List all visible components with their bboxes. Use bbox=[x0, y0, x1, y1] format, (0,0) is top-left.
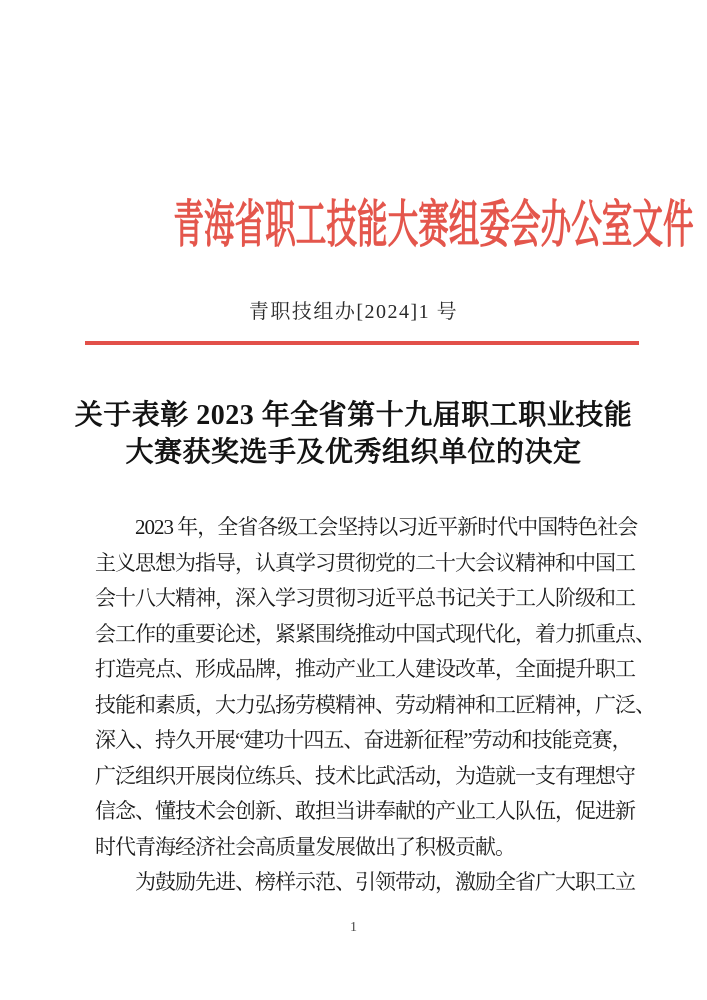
body-line: 时代青海经济社会高质量发展做出了积极贡献。 bbox=[95, 834, 515, 859]
letterhead-org-title: 青海省职工技能大赛组委会办公室文件 bbox=[173, 198, 694, 254]
body-line: 主义思想为指导，认真学习贯彻党的二十大会议精神和中国工 bbox=[95, 550, 635, 575]
body-line: 广泛组织开展岗位练兵、技术比武活动，为造就一支有理想守 bbox=[95, 763, 635, 788]
body-line: 深入、持久开展“建功十四五、奋进新征程”劳动和技能竞赛， bbox=[95, 728, 632, 752]
body-line: 2023 年，全省各级工会坚持以习近平新时代中国特色社会 bbox=[135, 515, 638, 539]
letterhead-divider-line bbox=[85, 341, 639, 345]
body-line: 信念、懂技术会创新、敢担当讲奉献的产业工人队伍，促进新 bbox=[95, 799, 635, 823]
body-line: 会工作的重要论述，紧紧围绕推动中国式现代化，着力抓重点、 bbox=[95, 621, 655, 646]
body-line: 技能和素质，大力弘扬劳模精神、劳动精神和工匠精神，广泛、 bbox=[95, 692, 655, 717]
document-title bbox=[0, 397, 707, 471]
document-body bbox=[95, 510, 655, 901]
page-number: 1 bbox=[350, 920, 357, 935]
body-line: 会十八大精神，深入学习贯彻习近平总书记关于工人阶级和工 bbox=[95, 586, 635, 610]
body-line: 为鼓励先进、榜样示范、引领带动，激励全省广大职工立 bbox=[135, 870, 635, 894]
document-title-line-1: 关于表彰 2023 年全省第十九届职工职业技能 bbox=[74, 400, 633, 431]
document-letterhead bbox=[0, 183, 707, 257]
document-reference-number: 青职技组办[2024]1 号 bbox=[248, 301, 459, 323]
document-title-line-2: 大赛获奖选手及优秀组织单位的决定 bbox=[125, 437, 582, 468]
body-line: 打造亮点、形成品牌，推动产业工人建设改革，全面提升职工 bbox=[95, 657, 635, 681]
